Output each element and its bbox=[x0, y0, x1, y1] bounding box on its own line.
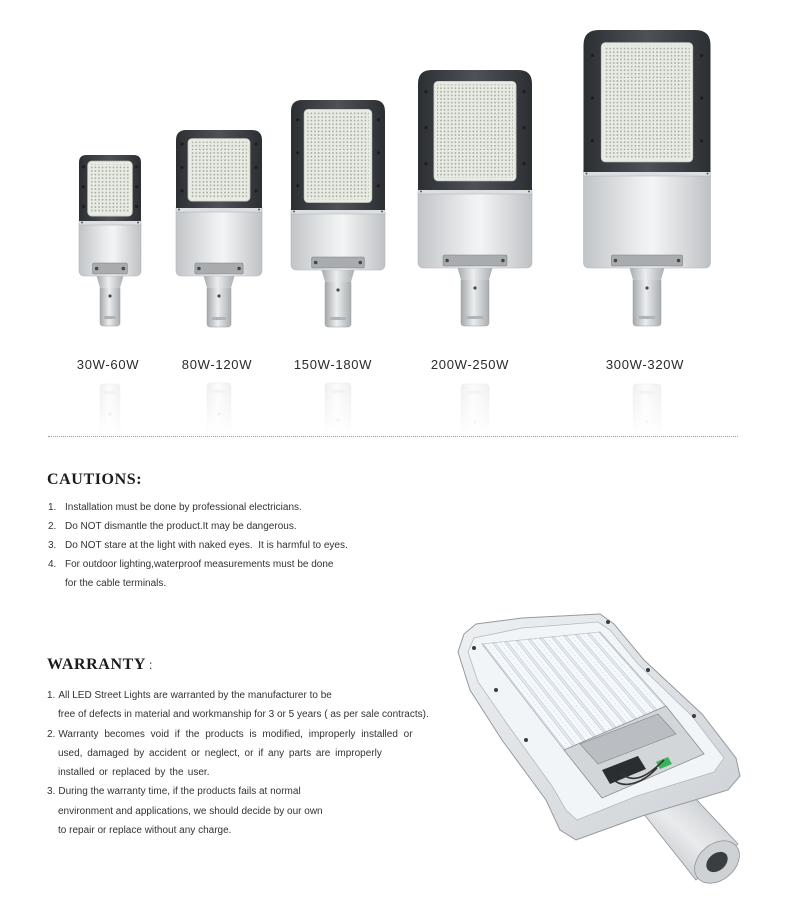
screw bbox=[122, 267, 126, 271]
screw bbox=[254, 166, 257, 169]
street-light-150w-180w bbox=[291, 100, 385, 327]
screw bbox=[336, 288, 339, 291]
led-array bbox=[604, 46, 689, 159]
warranty-item bbox=[47, 782, 487, 801]
screw bbox=[137, 222, 139, 224]
lamp-pole bbox=[207, 286, 231, 327]
led-array bbox=[307, 112, 369, 199]
caution-item bbox=[48, 536, 468, 555]
street-lights bbox=[79, 30, 711, 327]
screw bbox=[591, 54, 594, 57]
screw bbox=[293, 211, 295, 213]
screw bbox=[135, 185, 138, 188]
screw bbox=[700, 139, 703, 142]
lamp-pole-band bbox=[212, 317, 226, 320]
warranty-item-continuation: environment and applications, we should decide by our own bbox=[58, 805, 323, 817]
street-light-80w-120w bbox=[176, 130, 262, 327]
screw bbox=[614, 259, 618, 263]
screw bbox=[377, 184, 380, 187]
screw bbox=[197, 267, 201, 271]
screw bbox=[237, 267, 241, 271]
product-label-150w-180w: 150W-180W bbox=[293, 357, 373, 372]
screw bbox=[522, 162, 525, 165]
screw bbox=[501, 259, 505, 263]
screw bbox=[473, 286, 476, 289]
screw bbox=[95, 267, 99, 271]
screw bbox=[606, 620, 610, 624]
product-photo-street-light bbox=[452, 608, 744, 892]
screw bbox=[254, 142, 257, 145]
screw bbox=[82, 165, 85, 168]
warranty-number: 3. bbox=[47, 786, 56, 798]
street-light-30w-60w bbox=[79, 155, 141, 326]
cautions-heading: CAUTIONS: bbox=[47, 471, 143, 488]
caution-number: 2. bbox=[48, 521, 57, 532]
screw bbox=[707, 173, 709, 175]
screw bbox=[472, 646, 476, 650]
led-array bbox=[437, 84, 513, 177]
screw bbox=[494, 688, 498, 692]
caution-number: 3. bbox=[48, 540, 57, 551]
screw bbox=[420, 191, 422, 193]
lamp-pole-band bbox=[104, 316, 116, 319]
warranty-item-continuation: installed or replaced by the user. bbox=[58, 767, 210, 779]
caution-number: 1. bbox=[48, 502, 57, 513]
screw bbox=[424, 90, 427, 93]
screw bbox=[424, 126, 427, 129]
screw bbox=[180, 142, 183, 145]
lamp-clamp bbox=[312, 257, 365, 268]
caution-item-continuation bbox=[48, 574, 468, 593]
lamp-clamp bbox=[195, 263, 243, 274]
lamp-body bbox=[584, 175, 711, 268]
caution-item bbox=[48, 555, 468, 574]
lamp-reflections bbox=[79, 383, 711, 440]
screw bbox=[445, 259, 449, 263]
lamp-clamp bbox=[443, 255, 507, 266]
screw bbox=[377, 151, 380, 154]
screw bbox=[254, 189, 257, 192]
warranty-item-continuation: to repair or replace without any charge. bbox=[58, 825, 232, 837]
caution-text: for the cable terminals. bbox=[65, 578, 167, 589]
screw bbox=[700, 54, 703, 57]
warranty-text: Warranty becomes void if the products is modified, improperly installed or bbox=[58, 728, 413, 740]
product-lineup bbox=[0, 0, 794, 440]
lamp-pole bbox=[100, 286, 120, 326]
warranty-item bbox=[47, 725, 487, 744]
caution-number: 4. bbox=[48, 559, 57, 570]
screw bbox=[296, 184, 299, 187]
screw bbox=[528, 191, 530, 193]
screw bbox=[700, 97, 703, 100]
screw bbox=[258, 209, 260, 211]
warranty-text: All LED Street Lights are warranted by the manufacturer to be bbox=[58, 690, 332, 701]
cautions-list bbox=[48, 498, 468, 593]
warranty-item-continuation: used, damaged by accident or neglect, or if any parts are improperly bbox=[58, 747, 382, 759]
caution-text: Installation must be done by professional electricians. bbox=[65, 502, 302, 513]
screw bbox=[677, 259, 681, 263]
dotted-divider bbox=[48, 436, 738, 437]
product-label-30w-60w: 30W-60W bbox=[76, 357, 140, 372]
warranty-heading-text: WARRANTY bbox=[47, 656, 147, 673]
screw bbox=[646, 668, 650, 672]
screw bbox=[81, 222, 83, 224]
street-light-300w-320w bbox=[584, 30, 711, 326]
screw bbox=[82, 205, 85, 208]
warranty-number: 1. bbox=[47, 690, 56, 701]
screw bbox=[377, 118, 380, 121]
screw bbox=[359, 261, 363, 265]
product-label-300w-320w: 300W-320W bbox=[605, 357, 685, 372]
screw bbox=[217, 294, 220, 297]
screw bbox=[645, 286, 648, 289]
screw bbox=[522, 126, 525, 129]
lamp-pole-band bbox=[639, 316, 656, 319]
warranty-heading bbox=[47, 656, 153, 674]
lamp-pole-band bbox=[467, 316, 484, 319]
lamp-clamp bbox=[611, 255, 682, 266]
screw bbox=[692, 714, 696, 718]
caution-item bbox=[48, 498, 468, 517]
product-label-80w-120w: 80W-120W bbox=[181, 357, 253, 372]
product-label-200w-250w: 200W-250W bbox=[430, 357, 510, 372]
screw bbox=[591, 97, 594, 100]
warranty-heading-colon: : bbox=[149, 658, 153, 672]
screw bbox=[135, 205, 138, 208]
warranty-item bbox=[47, 686, 487, 705]
screw bbox=[522, 90, 525, 93]
caution-text: Do NOT dismantle the product.It may be dangerous. bbox=[65, 521, 297, 532]
caution-text: For outdoor lighting,waterproof measurements must be done bbox=[65, 559, 334, 570]
caution-text: Do NOT stare at the light with naked eyes. It is harmful to eyes. bbox=[65, 540, 348, 551]
warranty-text: During the warranty time, if the products fails at normal bbox=[58, 786, 301, 798]
warranty-item-continuation: free of defects in material and workmanship for 3 or 5 years ( as per sale contracts). bbox=[58, 709, 429, 721]
caution-item bbox=[48, 517, 468, 536]
screw bbox=[82, 185, 85, 188]
screw bbox=[135, 165, 138, 168]
led-array bbox=[91, 164, 130, 213]
screw bbox=[424, 162, 427, 165]
screw bbox=[586, 173, 588, 175]
screw bbox=[296, 151, 299, 154]
led-array bbox=[191, 142, 247, 199]
warranty-number: 2. bbox=[47, 728, 56, 740]
screw bbox=[591, 139, 594, 142]
screw bbox=[108, 294, 111, 297]
screw bbox=[381, 211, 383, 213]
screw bbox=[180, 166, 183, 169]
screw bbox=[296, 118, 299, 121]
screw bbox=[178, 209, 180, 211]
screw bbox=[524, 738, 528, 742]
warranty-list bbox=[47, 686, 487, 840]
screw bbox=[180, 189, 183, 192]
screw bbox=[314, 261, 318, 265]
lamp-pole-band bbox=[330, 317, 346, 320]
street-light-200w-250w bbox=[418, 70, 532, 326]
